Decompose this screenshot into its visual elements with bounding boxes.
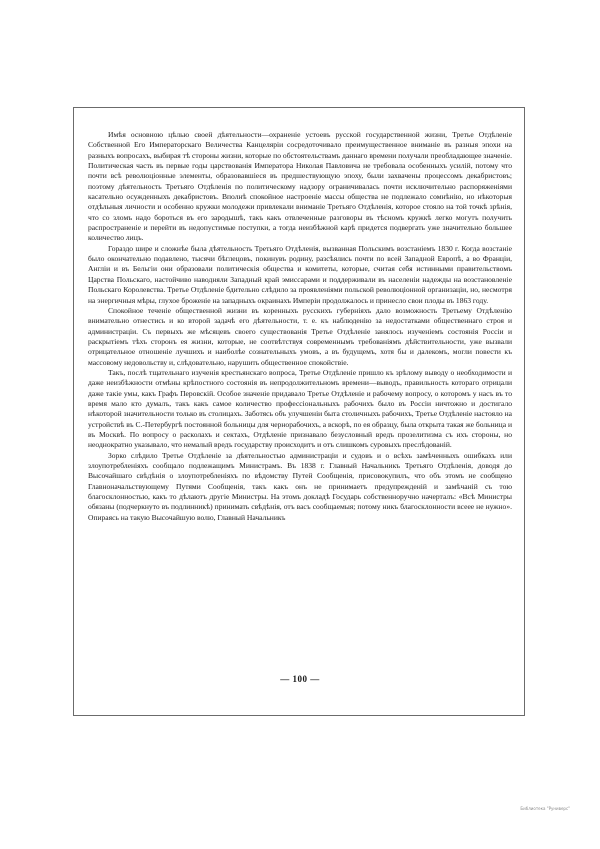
paragraph: Спокойное теченіе общественной жизни въ коренныхъ русскихъ губерніяхъ дало возможность Третьему Отдѣленію внимательно отнестись и ко второй задачѣ его дѣятельности, т. е. къ наблюденію за недостатками общественнаго строя и администраціи. Съ первыхъ же мѣсяцевъ своего существованія Третье Отдѣленіе занялось изученіемъ состоянія Россіи и раскрытіемъ тѣхъ сторонъ ея жизни, которые, не соотвѣтствуя современнымъ требованіямъ дѣйствительности, уже вызвали отрицательное отношеніе лучшихъ и наиболѣе сознательныхъ умовъ, а въ будущемъ, хотя бы и далекомъ, могли повести къ массовому недовольству и, слѣдовательно, нарушить общественное спокойствіе.	[88, 305, 512, 367]
page-number: — 100 —	[280, 674, 320, 684]
paragraph: Гораздо шире и сложнѣе была дѣятельность Третьяго Отдѣленія, вызванная Польскимъ возстаніемъ 1830 г. Когда возстаніе было окончательно подавлено, тысячи бѣглецовъ, покинувъ родину, разсѣялись почти по всей Западной Европѣ, а во Франціи, Англіи и въ Бельгіи они образовали политическія общества и комитеты, которые, считая себя истинными правительствомъ Царства Польскаго, настойчиво наводняли Западный край эмиссарами и поддерживали въ населеніи надежды на возстановленіе Польскаго Королевства. Третье Отдѣленіе бдительно слѣдило за проявленіями польской революціонной организаціи, но, несмотря на энергичныя мѣры, глухое броженіе на западныхъ окраинахъ Имперіи продолжалось и принесло свои плоды въ 1863 году.	[88, 243, 512, 305]
paragraph: Такъ, послѣ тщательнаго изученія крестьянскаго вопроса, Третье Отдѣленіе пришло къ зрѣлому выводу о необходимости и даже неизбѣжности отмѣны крѣпостного состоянія въ непродолжительномъ времени—выводъ, правильность котораго отрицали даже такіе умы, какъ Графъ Перовскій. Особое значеніе придавало Третье Отдѣленіе и рабочему вопросу, о которомъ у насъ въ то время мало кто думалъ, такъ какъ самое количество профессіональныхъ рабочихъ было въ Россіи ничтожно и достигало нѣкоторой значительности только въ столицахъ. Заботясь объ улучшеніи быта столичныхъ рабочихъ, Третье Отдѣленіе настояло на устройствѣ въ С.-Петербургѣ постоянной больницы для чернорабочихъ, а вскорѣ, по ея образцу, была открыта такая же больница и въ Москвѣ. По вопросу о расколахъ и сектахъ, Отдѣленіе признавало безусловный вредъ прозелитизма съ ихъ стороны, но неоднократно указывало, что немалый вредъ государству происходитъ и отъ слишкомъ суровыхъ преслѣдованій.	[88, 367, 512, 450]
paragraph: Имѣя основною цѣлью своей дѣятельности—охраненіе устоевъ русской государственной жизни, Третье Отдѣленіе Собственной Его Императорскаго Величества Канцеляріи сосредоточивало преимущественное вниманіе въ разныя эпохи на разныхъ вопросахъ, выбирая тѣ стороны жизни, которые по обстоятельствамъ даннаго времени получали преобладающее значеніе. Политическая часть въ первые годы царствованія Императора Николая Павловича не требовала особенныхъ усилій, потому что почти всѣ революціонные элементы, образовавшіеся въ предшествующую эпоху, были захвачены процессомъ декабристовъ; поэтому дѣятельность Третьяго Отдѣленія по политическому надзору ограничивалась почти исключительно распоряженіями касательно осужденныхъ декабристовъ. Вполнѣ спокойное настроеніе массы общества не подлежало сомнѣнію, но нѣкоторыя отдѣльныя личности и особенно кружки молодежи привлекали вниманіе Третьяго Отдѣленія, которое стояло на той точкѣ зрѣнія, что со зломъ надо бороться въ его зародышѣ, такъ какъ отвлеченные разговоры въ тѣсномъ кружкѣ легко могутъ получить распространеніе и перейти въ недопустимые поступки, а тогда неизбѣжной карѣ придется подвергать уже значительно большее количество лицъ.	[88, 130, 512, 243]
paragraph: Зорко слѣдило Третье Отдѣленіе за дѣятельностью администраціи и судовъ и о всѣхъ замѣченныхъ ошибкахъ или злоупотребленіяхъ сообщало подлежащимъ Министрамъ. Въ 1838 г. Главный Начальникъ Третьяго Отдѣленія, доводя до Высочайшаго свѣдѣнія о злоупотребленіяхъ по вѣдомству Путей Сообщенія, присовокупилъ, что объ этомъ не сообщено Главноначальствующему Путями Сообщенія, такъ какъ онъ не принимаетъ предупрежденій и замѣчаній съ тою благосклонностью, какъ то дѣлаютъ другіе Министры. На этомъ докладѣ Государь собственноручно начерталъ: «Всѣ Министры обязаны (подчеркнуто въ подлинникѣ) принимать свѣдѣнія, отъ васъ сообщаемыя; потому никъ благосклонности всеее не нужно». Опираясь на такую Высочайшую волю, Главный Начальникъ	[88, 450, 512, 522]
body-text	[88, 130, 512, 610]
library-stamp: Библиотека "Руниверс"	[520, 806, 570, 811]
